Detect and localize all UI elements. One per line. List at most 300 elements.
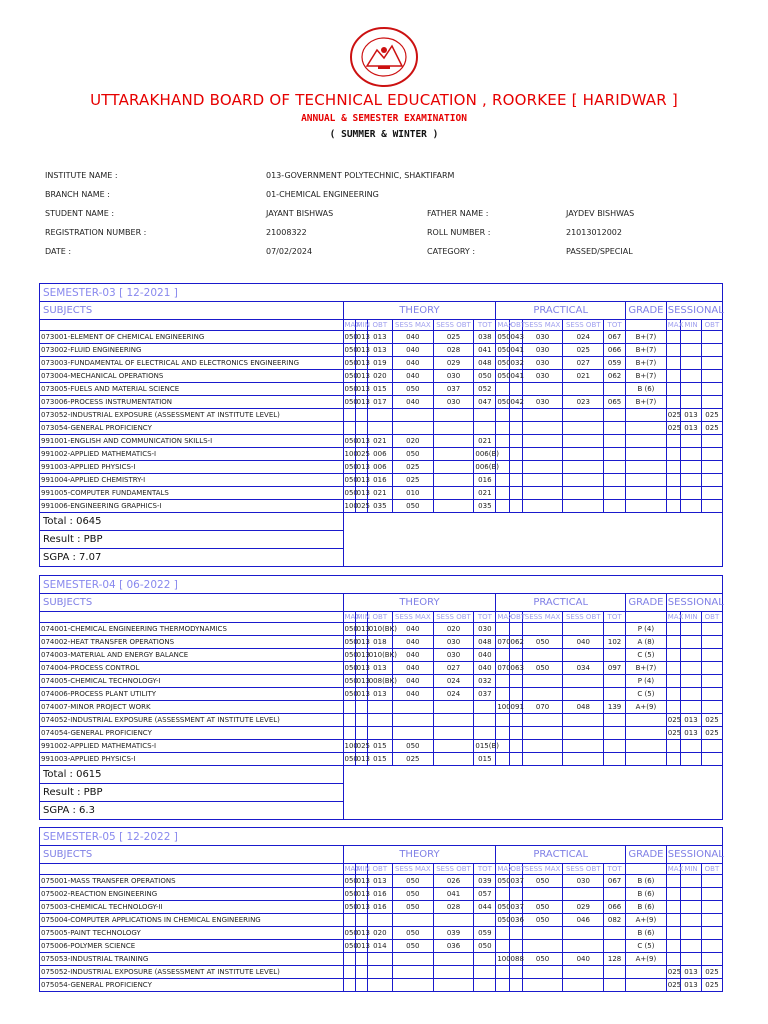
subject-name: 074003-MATERIAL AND ENERGY BALANCE — [40, 649, 344, 662]
mark-cell — [433, 422, 474, 435]
mark-cell — [433, 753, 474, 766]
column-tot-header: TOT — [604, 612, 626, 623]
subject-name: 073005-FUELS AND MATERIAL SCIENCE — [40, 383, 344, 396]
mark-cell — [563, 435, 604, 448]
mark-cell: 025 — [666, 409, 680, 422]
mark-cell: 018 — [367, 636, 392, 649]
mark-cell: 008(BK) — [367, 675, 392, 688]
mark-cell — [367, 714, 392, 727]
mark-cell — [604, 623, 626, 636]
mark-cell — [604, 740, 626, 753]
mark-cell: 050 — [343, 888, 355, 901]
mark-cell: 040 — [392, 688, 433, 701]
mark-cell — [509, 966, 522, 979]
mark-cell — [626, 966, 667, 979]
mark-cell — [474, 701, 496, 714]
mark-cell — [343, 966, 355, 979]
mark-cell: 050 — [343, 331, 355, 344]
mark-cell — [509, 753, 522, 766]
mark-cell: 013 — [681, 409, 702, 422]
mark-cell: 026 — [433, 875, 474, 888]
mark-cell: 024 — [563, 331, 604, 344]
date-label: DATE : — [45, 247, 72, 256]
mark-cell: 025 — [392, 753, 433, 766]
mark-cell: B+(7) — [626, 370, 667, 383]
mark-cell: 037 — [509, 875, 522, 888]
mark-cell: 013 — [355, 888, 367, 901]
column-sess-obt-header: SESS OBT — [433, 320, 474, 331]
mark-cell — [343, 701, 355, 714]
column-sess-obt-header: SESS OBT — [563, 320, 604, 331]
mark-cell: A (8) — [626, 636, 667, 649]
subject-name: 075003-CHEMICAL TECHNOLOGY-II — [40, 901, 344, 914]
mark-cell: 062 — [509, 636, 522, 649]
mark-cell — [522, 649, 563, 662]
mark-cell — [496, 487, 509, 500]
mark-cell — [433, 979, 474, 992]
mark-cell: 037 — [474, 688, 496, 701]
mark-cell: 050 — [496, 396, 509, 409]
mark-cell: 036 — [509, 914, 522, 927]
mark-cell — [509, 888, 522, 901]
mark-cell — [496, 888, 509, 901]
mark-cell — [509, 740, 522, 753]
mark-cell — [681, 357, 702, 370]
mark-cell — [701, 688, 722, 701]
mark-cell: 050 — [343, 901, 355, 914]
subject-name: 073006-PROCESS INSTRUMENTATION — [40, 396, 344, 409]
mark-cell: 013 — [355, 344, 367, 357]
mark-cell: A+(9) — [626, 914, 667, 927]
mark-cell: P (4) — [626, 675, 667, 688]
mark-cell — [343, 953, 355, 966]
mark-cell: 050 — [474, 370, 496, 383]
mark-cell: 030 — [522, 331, 563, 344]
mark-cell: 025 — [701, 422, 722, 435]
mark-cell — [367, 727, 392, 740]
mark-cell: 050 — [522, 914, 563, 927]
mark-cell — [681, 914, 702, 927]
column-blank — [626, 320, 667, 331]
mark-cell: 050 — [343, 396, 355, 409]
mark-cell: 013 — [355, 370, 367, 383]
sessional-header: SESSIONAL — [666, 302, 722, 320]
mark-cell — [474, 714, 496, 727]
semester-result: Result : PBP — [40, 531, 344, 549]
mark-cell: 025 — [701, 409, 722, 422]
mark-cell — [433, 448, 474, 461]
mark-cell — [563, 474, 604, 487]
subject-name: 991001-ENGLISH AND COMMUNICATION SKILLS-I — [40, 435, 344, 448]
category-label: CATEGORY : — [427, 247, 476, 256]
mark-cell — [343, 979, 355, 992]
mark-cell: 050 — [496, 357, 509, 370]
mark-cell: 059 — [604, 357, 626, 370]
exam-session: ( SUMMER & WINTER ) — [329, 129, 439, 140]
subject-name: 075005-PAINT TECHNOLOGY — [40, 927, 344, 940]
mark-cell — [522, 979, 563, 992]
mark-cell: 040 — [392, 344, 433, 357]
mark-cell: 013 — [355, 331, 367, 344]
subjects-header: SUBJECTS — [40, 594, 344, 612]
mark-cell: 013 — [355, 875, 367, 888]
mark-cell — [522, 500, 563, 513]
mark-cell: B (6) — [626, 901, 667, 914]
mark-cell — [496, 927, 509, 940]
subject-name: 073054-GENERAL PROFICIENCY — [40, 422, 344, 435]
mark-cell — [355, 966, 367, 979]
mark-cell: 057 — [474, 888, 496, 901]
mark-cell — [355, 714, 367, 727]
mark-cell: 050 — [496, 370, 509, 383]
mark-cell: 050 — [496, 344, 509, 357]
mark-cell — [604, 927, 626, 940]
mark-cell: 025 — [355, 500, 367, 513]
mark-cell — [522, 474, 563, 487]
mark-cell: 040 — [563, 953, 604, 966]
mark-cell — [496, 649, 509, 662]
mark-cell — [474, 979, 496, 992]
board-title: UTTARAKHAND BOARD OF TECHNICAL EDUCATION , ROORKEE [ HARIDWAR ] — [90, 91, 678, 109]
mark-cell — [522, 461, 563, 474]
mark-cell: B+(7) — [626, 396, 667, 409]
column-blank — [40, 612, 344, 623]
mark-cell: 059 — [474, 927, 496, 940]
mark-cell: 048 — [474, 357, 496, 370]
mark-cell — [496, 474, 509, 487]
mark-cell — [355, 953, 367, 966]
mark-cell — [681, 636, 702, 649]
mark-cell: 040 — [392, 675, 433, 688]
mark-cell — [666, 914, 680, 927]
theory-header: THEORY — [343, 846, 496, 864]
semester-title: SEMESTER-05 [ 12-2022 ] — [40, 828, 723, 846]
mark-cell — [604, 487, 626, 500]
registration-value: 21008322 — [266, 228, 307, 237]
column-obt-header: OBT — [510, 612, 526, 621]
mark-cell: 016 — [367, 888, 392, 901]
roll-number-label: ROLL NUMBER : — [427, 228, 491, 237]
mark-cell — [681, 623, 702, 636]
subject-name: 075002-REACTION ENGINEERING — [40, 888, 344, 901]
mark-cell — [604, 435, 626, 448]
mark-cell — [701, 701, 722, 714]
mark-cell — [666, 688, 680, 701]
mark-cell: 030 — [433, 636, 474, 649]
mark-cell — [604, 727, 626, 740]
semester-result: Result : PBP — [40, 784, 344, 802]
mark-cell: 040 — [392, 623, 433, 636]
mark-cell — [701, 888, 722, 901]
mark-cell — [681, 474, 702, 487]
mark-cell: 037 — [509, 901, 522, 914]
subject-name: 991003-APPLIED PHYSICS-I — [40, 753, 344, 766]
mark-cell: 050 — [343, 875, 355, 888]
board-logo — [349, 26, 419, 88]
mark-cell: 016 — [367, 901, 392, 914]
mark-cell — [681, 753, 702, 766]
mark-cell — [355, 727, 367, 740]
mark-cell — [367, 422, 392, 435]
mark-cell: 010 — [392, 487, 433, 500]
mark-cell — [563, 500, 604, 513]
mark-cell: 013 — [355, 927, 367, 940]
mark-cell — [701, 370, 722, 383]
mark-cell — [522, 675, 563, 688]
mark-cell — [509, 688, 522, 701]
mark-cell — [626, 979, 667, 992]
mark-cell — [509, 940, 522, 953]
column-obt-header: OBT — [701, 320, 722, 331]
mark-cell — [666, 875, 680, 888]
mark-cell — [604, 448, 626, 461]
mark-cell — [343, 714, 355, 727]
mark-cell: B (6) — [626, 875, 667, 888]
mark-cell: 013 — [355, 474, 367, 487]
grade-header: GRADE — [626, 846, 667, 864]
mark-cell: 029 — [433, 357, 474, 370]
mark-cell: 006 — [367, 461, 392, 474]
mark-cell: 024 — [433, 688, 474, 701]
column-sess-max-header: SESS MAX — [522, 864, 563, 875]
mark-cell — [474, 422, 496, 435]
mark-cell — [392, 714, 433, 727]
mark-cell: 050 — [343, 662, 355, 675]
column-max-header: MAX — [667, 864, 684, 873]
mark-cell: 006 — [367, 448, 392, 461]
mark-cell — [433, 487, 474, 500]
mark-cell — [392, 422, 433, 435]
mark-cell — [563, 649, 604, 662]
mark-cell: 091 — [509, 701, 522, 714]
mark-cell — [343, 409, 355, 422]
mark-cell: 050 — [496, 914, 509, 927]
mark-cell: 050 — [343, 370, 355, 383]
mark-cell — [343, 727, 355, 740]
mark-cell — [496, 435, 509, 448]
mark-cell — [626, 727, 667, 740]
mark-cell — [563, 727, 604, 740]
mark-cell — [681, 331, 702, 344]
mark-cell: 050 — [522, 636, 563, 649]
mark-cell — [367, 701, 392, 714]
mark-cell — [522, 448, 563, 461]
mark-cell: 030 — [474, 623, 496, 636]
mark-cell: 025 — [666, 979, 680, 992]
subject-name: 074002-HEAT TRANSFER OPERATIONS — [40, 636, 344, 649]
mark-cell — [433, 474, 474, 487]
sessional-header: SESSIONAL — [666, 846, 722, 864]
mark-cell: 015 — [367, 740, 392, 753]
mark-cell — [509, 383, 522, 396]
mark-cell — [563, 688, 604, 701]
mark-cell: B+(7) — [626, 344, 667, 357]
mark-cell: 050 — [522, 953, 563, 966]
mark-cell — [626, 474, 667, 487]
mark-cell: 050 — [392, 888, 433, 901]
mark-cell: 013 — [355, 636, 367, 649]
mark-cell — [522, 966, 563, 979]
mark-cell — [474, 727, 496, 740]
student-name-label: STUDENT NAME : — [45, 209, 115, 218]
mark-cell — [496, 727, 509, 740]
subject-name: 073003-FUNDAMENTAL OF ELECTRICAL AND ELECTRONICS ENGINEERING — [40, 357, 344, 370]
mark-cell: 047 — [474, 396, 496, 409]
mark-cell — [509, 448, 522, 461]
mark-cell — [604, 409, 626, 422]
mark-cell — [563, 740, 604, 753]
mark-cell — [626, 740, 667, 753]
mark-cell: 013 — [355, 649, 367, 662]
mark-cell: 050 — [392, 940, 433, 953]
mark-cell — [367, 953, 392, 966]
column-max-header: MAX — [344, 864, 361, 873]
mark-cell — [666, 331, 680, 344]
mark-cell: 013 — [355, 487, 367, 500]
roll-number-value: 21013012002 — [566, 228, 622, 237]
grade-header: GRADE — [626, 594, 667, 612]
institute-label: INSTITUTE NAME : — [45, 171, 118, 180]
mark-cell — [666, 448, 680, 461]
mark-cell — [604, 422, 626, 435]
mark-cell — [433, 740, 474, 753]
mark-cell: 025 — [701, 966, 722, 979]
mark-cell: 030 — [433, 649, 474, 662]
mark-cell — [701, 662, 722, 675]
mark-cell: 025 — [392, 474, 433, 487]
mark-cell — [701, 740, 722, 753]
column-sess-obt-header: SESS OBT — [563, 864, 604, 875]
column-obt-header: OBT — [510, 864, 526, 873]
mark-cell: 100 — [343, 740, 355, 753]
mark-cell: 050 — [343, 675, 355, 688]
mark-cell: 050 — [474, 940, 496, 953]
mark-cell: 023 — [563, 396, 604, 409]
column-tot-header: TOT — [604, 864, 626, 875]
mark-cell: 025 — [563, 344, 604, 357]
semester-05-table — [39, 827, 723, 992]
mark-cell: C (5) — [626, 940, 667, 953]
mark-cell: 050 — [343, 344, 355, 357]
mark-cell — [626, 714, 667, 727]
theory-header: THEORY — [343, 594, 496, 612]
semester-03-table — [39, 283, 723, 567]
mark-cell — [522, 383, 563, 396]
mark-cell: 006(B) — [474, 448, 496, 461]
mark-cell — [496, 753, 509, 766]
mark-cell — [509, 979, 522, 992]
subject-name: 074052-INDUSTRIAL EXPOSURE (ASSESSMENT AT INSTITUTE LEVEL) — [40, 714, 344, 727]
mark-cell — [681, 675, 702, 688]
mark-cell: 063 — [509, 662, 522, 675]
mark-cell — [681, 396, 702, 409]
column-min-header: MIN — [356, 864, 370, 873]
mark-cell: C (5) — [626, 649, 667, 662]
column-obt-header: OBT — [701, 612, 722, 623]
practical-header: PRACTICAL — [496, 302, 626, 320]
semester-04-table — [39, 575, 723, 820]
mark-cell — [392, 409, 433, 422]
mark-cell: 013 — [355, 753, 367, 766]
mark-cell: 015 — [367, 753, 392, 766]
branch-label: BRANCH NAME : — [45, 190, 110, 199]
mark-cell — [522, 487, 563, 500]
mark-cell — [626, 487, 667, 500]
mark-cell — [563, 487, 604, 500]
mark-cell — [563, 753, 604, 766]
mark-cell: 025 — [666, 966, 680, 979]
mark-cell — [701, 487, 722, 500]
column-sess-max-header: SESS MAX — [522, 320, 563, 331]
mark-cell — [701, 623, 722, 636]
mark-cell: 062 — [604, 370, 626, 383]
mark-cell: B (6) — [626, 927, 667, 940]
mark-cell: 013 — [681, 979, 702, 992]
registration-label: REGISTRATION NUMBER : — [45, 228, 147, 237]
semester-title: SEMESTER-04 [ 06-2022 ] — [40, 576, 723, 594]
column-sess-obt-header: SESS OBT — [563, 612, 604, 623]
mark-cell: 050 — [392, 500, 433, 513]
mark-cell: 013 — [355, 435, 367, 448]
mark-cell — [626, 435, 667, 448]
mark-cell: 030 — [433, 370, 474, 383]
column-sess-max-header: SESS MAX — [392, 320, 433, 331]
mark-cell — [509, 623, 522, 636]
mark-cell: 070 — [522, 701, 563, 714]
mark-cell: 100 — [496, 953, 509, 966]
semester-sgpa: SGPA : 7.07 — [40, 549, 344, 567]
mark-cell: 036 — [433, 940, 474, 953]
mark-cell — [367, 914, 392, 927]
mark-cell — [604, 979, 626, 992]
mark-cell — [701, 649, 722, 662]
mark-cell: 013 — [367, 662, 392, 675]
mark-cell — [522, 940, 563, 953]
mark-cell: 044 — [474, 901, 496, 914]
mark-cell: 039 — [474, 875, 496, 888]
column-blank — [626, 864, 667, 875]
mark-cell: 050 — [343, 927, 355, 940]
semester-total: Total : 0615 — [40, 766, 344, 784]
mark-cell — [626, 753, 667, 766]
mark-cell — [433, 727, 474, 740]
column-max-header: MAX — [344, 320, 361, 329]
mark-cell: 025 — [355, 740, 367, 753]
mark-cell: 015 — [367, 383, 392, 396]
mark-cell: 050 — [343, 940, 355, 953]
mark-cell — [522, 623, 563, 636]
subject-name: 074001-CHEMICAL ENGINEERING THERMODYNAMICS — [40, 623, 344, 636]
mark-cell — [604, 675, 626, 688]
mark-cell: 028 — [433, 344, 474, 357]
semester-title: SEMESTER-03 [ 12-2021 ] — [40, 284, 723, 302]
mark-cell: 050 — [343, 753, 355, 766]
mark-cell — [563, 383, 604, 396]
mark-cell — [666, 344, 680, 357]
mark-cell — [666, 474, 680, 487]
mark-cell: 050 — [343, 383, 355, 396]
mark-cell — [509, 487, 522, 500]
subject-name: 991005-COMPUTER FUNDAMENTALS — [40, 487, 344, 500]
mark-cell: 020 — [433, 623, 474, 636]
mark-cell: 013 — [355, 688, 367, 701]
mark-cell: 050 — [522, 901, 563, 914]
mark-cell — [666, 701, 680, 714]
mark-cell — [367, 966, 392, 979]
mark-cell — [563, 422, 604, 435]
mark-cell: 066 — [604, 344, 626, 357]
mark-cell: 025 — [392, 461, 433, 474]
